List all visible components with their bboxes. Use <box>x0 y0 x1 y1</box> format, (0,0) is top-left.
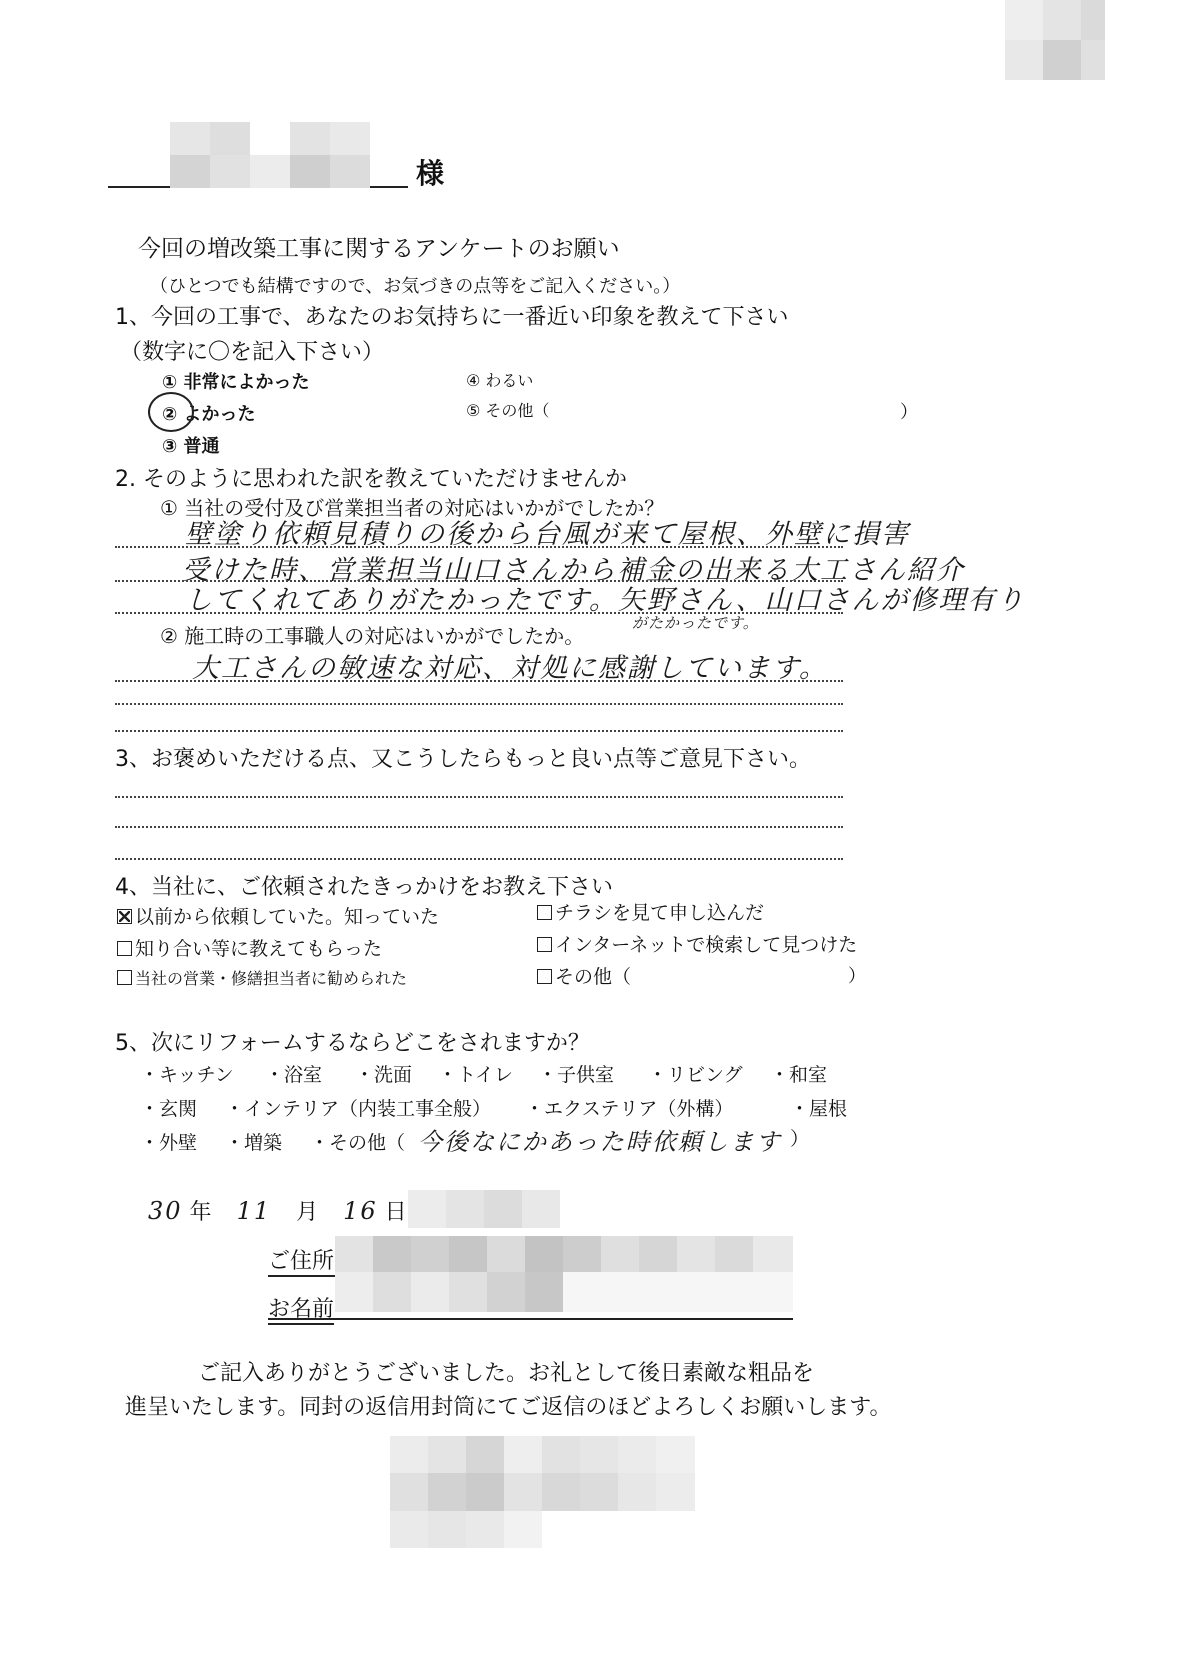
checkbox[interactable] <box>537 905 552 920</box>
q1-option-5: ⑤ その他（ <box>466 401 550 420</box>
q5-option: ・インテリア（内装工事全般） <box>225 1098 492 1120</box>
q5-option: ・屋根 <box>790 1098 848 1120</box>
q3-question: 3、お褒めいただける点、又こうしたらもっと良い点等ご意見下さい。 <box>115 747 811 772</box>
q4-option-other[interactable]: その他（ <box>537 962 631 989</box>
q4-option-acquaintance[interactable]: 知り合い等に教えてもらった <box>117 934 382 961</box>
redacted-corner <box>1005 0 1105 80</box>
q5-option: ・玄関 <box>140 1098 198 1120</box>
address-label: ご住所 <box>268 1244 334 1277</box>
q5-option: ・増築 <box>225 1132 283 1154</box>
q5-option: ・和室 <box>770 1064 828 1086</box>
redacted-company-logo <box>390 1436 695 1548</box>
redacted-date-extra <box>408 1190 560 1228</box>
q2-sub2: ② 施工時の工事職人の対応はいかがでしたか。 <box>160 624 585 648</box>
selected-circle-mark <box>148 392 194 432</box>
q4-option-sales[interactable]: 当社の営業・修繕担当者に勧められた <box>117 966 407 989</box>
q2-sub1: ① 当社の受付及び営業担当者の対応はいかがでしたか？ <box>160 496 665 520</box>
q1-option-2: ② よかった <box>162 404 256 425</box>
q1-option-4: ④ わるい <box>466 371 534 390</box>
redacted-name[interactable] <box>335 1272 793 1312</box>
name-label: お名前 <box>268 1292 334 1325</box>
q5-option: ・リビング <box>648 1064 743 1086</box>
q5-option: ・その他（ <box>310 1132 406 1154</box>
q2-answer1-line1: 壁塗り依頼見積りの後から台風が来て屋根、外壁に損害 <box>185 519 910 550</box>
page-title: 今回の増改築工事に関するアンケートのお願い <box>138 236 620 262</box>
q5-option: ・外壁 <box>140 1132 198 1154</box>
closing-line-2: 進呈いたします。同封の返信用封筒にてご返信のほどよろしくお願いします。 <box>125 1395 892 1420</box>
q1-question: 1、今回の工事で、あなたのお気持ちに一番近い印象を教えて下さい <box>115 305 789 330</box>
q5-option: ・子供室 <box>538 1064 615 1086</box>
checkbox-checked[interactable] <box>117 909 132 924</box>
checkbox[interactable] <box>537 937 552 952</box>
redacted-customer-name <box>170 122 370 188</box>
date: 30 年 11 月 16 日 <box>148 1197 407 1225</box>
q5-other-answer: 今後なにかあった時依頼します <box>418 1128 782 1156</box>
q5-option: ・浴室 <box>265 1064 323 1086</box>
q5-other-close: ） <box>790 1128 810 1150</box>
q1-other-close: ） <box>900 402 918 423</box>
closing-line-1: ご記入ありがとうございました。お礼として後日素敵な粗品を <box>198 1361 815 1386</box>
q1-option-3: ③ 普通 <box>162 436 220 457</box>
q5-option: ・エクステリア（外構） <box>525 1098 734 1120</box>
q4-option-flyer[interactable]: チラシを見て申し込んだ <box>537 898 764 925</box>
q2-answer1-line3: してくれてありがたかったです。矢野さん、山口さんが修理有り <box>185 585 1026 616</box>
q5-option: ・洗面 <box>355 1064 413 1086</box>
q4-option-internet[interactable]: インターネットで検索して見つけた <box>537 930 857 957</box>
q2-answer2: 大工さんの敏速な対応、対処に感謝しています。 <box>192 653 828 684</box>
q2-answer1-tail: がたかったです。 <box>632 614 759 632</box>
page-subtitle: （ひとつでも結構ですので、お気づきの点等をご記入ください。） <box>150 276 681 297</box>
honorific: 様 <box>416 157 445 190</box>
q4-other-close: ） <box>848 966 866 987</box>
checkbox[interactable] <box>537 969 552 984</box>
q5-option: ・キッチン <box>140 1064 234 1086</box>
checkbox[interactable] <box>117 970 132 985</box>
q4-question: 4、当社に、ご依頼されたきっかけをお教え下さい <box>115 875 613 900</box>
checkbox[interactable] <box>117 941 132 956</box>
q5-option: ・トイレ <box>438 1064 514 1086</box>
redacted-address[interactable] <box>335 1236 793 1274</box>
q1-instruction: （数字に〇を記入下さい） <box>120 340 385 365</box>
q1-option-1: ① 非常によかった <box>162 372 310 393</box>
q2-answer1-line2: 受けた時、営業担当山口さんから補金の出来る大工さん紹介 <box>182 555 965 586</box>
q4-option-previous[interactable]: 以前から依頼していた。知っていた <box>117 902 439 929</box>
q5-question: 5、次にリフォームするならどこをされますか？ <box>115 1031 590 1056</box>
q2-question: 2. そのように思われた訳を教えていただけませんか <box>115 467 627 492</box>
